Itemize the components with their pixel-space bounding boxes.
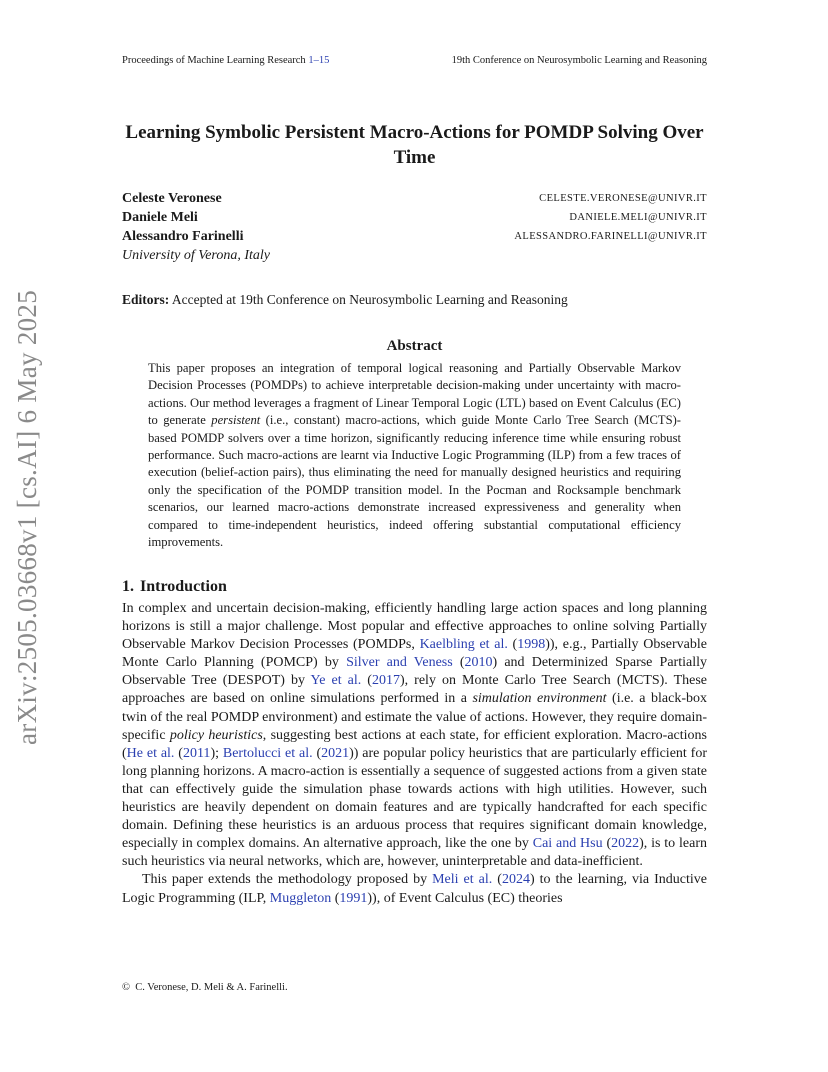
abstract-body: This paper proposes an integration of temporal logical reasoning and Partially Observable Markov Decision Processes (POMDPs) to achieve interpretable decision-making under uncertainty with macro-actions. Our method leverages a fragment of Linear Temporal Logic (LTL) based on Event Calculus (EC) to generate persistent (i.e., constant) macro-actions, which guide Monte Carlo Tree Search (MCTS)-based POMDP solvers over a time horizon, significantly reducing inference time while ensuring robust performance. Such macro-actions are learnt via Inductive Logic Programming (ILP) from a few traces of execution (belief-action pairs), thus eliminating the need for manually designed heuristics and requiring only the specification of the POMDP transition model. In the Pocman and Rocksample benchmark scenarios, our learned macro-actions demonstrate increased expressiveness and generality when compared to time-independent heuristics, indeed offering substantial computational efficiency improvements. bbox=[148, 361, 681, 550]
arxiv-identifier: arXiv:2505.03668v1 [cs.AI] 6 May 2025 bbox=[12, 289, 42, 745]
footer-authors: C. Veronese, D. Meli & A. Farinelli. bbox=[135, 982, 288, 993]
editors-text: Accepted at 19th Conference on Neurosymbolic Learning and Reasoning bbox=[171, 292, 568, 307]
page-range-link[interactable]: 1–15 bbox=[308, 55, 330, 66]
abstract-heading: Abstract bbox=[386, 338, 443, 354]
citation-link[interactable]: 1998 bbox=[517, 637, 546, 653]
running-head-right: 19th Conference on Neurosymbolic Learning and Reasoning bbox=[451, 55, 707, 66]
author-row bbox=[122, 227, 707, 246]
paper-title: Learning Symbolic Persistent Macro-Actions for POMDP Solving Over Time bbox=[125, 122, 704, 168]
author-row bbox=[122, 189, 707, 208]
citation-link[interactable]: 2022 bbox=[611, 836, 640, 852]
citation-link[interactable]: 2011 bbox=[182, 745, 211, 761]
footer bbox=[122, 982, 288, 993]
section-heading bbox=[122, 578, 227, 596]
editors-line bbox=[122, 292, 707, 308]
author-email[interactable]: CELESTE.VERONESE@UNIVR.IT bbox=[539, 193, 707, 204]
author-email[interactable]: ALESSANDRO.FARINELLI@UNIVR.IT bbox=[514, 231, 707, 242]
citation-link[interactable]: Silver and Veness bbox=[346, 655, 453, 671]
citation-link[interactable]: 2024 bbox=[501, 872, 530, 888]
editors-label: Editors: bbox=[122, 292, 170, 307]
citation-link[interactable]: He et al. bbox=[126, 745, 175, 761]
copyright-icon: © bbox=[122, 982, 130, 993]
author-row bbox=[122, 208, 707, 227]
running-head bbox=[122, 55, 707, 66]
citation-link[interactable]: 2021 bbox=[321, 745, 350, 761]
citation-link[interactable]: 2010 bbox=[464, 655, 493, 671]
affiliation: University of Verona, Italy bbox=[122, 248, 271, 263]
author-block bbox=[122, 189, 707, 265]
paragraph: In complex and uncertain decision-making, efficiently handling large action spaces and long planning horizons is still a major challenge. Most popular and effective approaches to online solving Partially Observable Markov Decision Processes (POMDPs, Kaelbling et al. (1998)), e.g., Partially Observable Monte Carlo Planning (POMCP) by Silver and Veness (2010) and Determinized Sparse Partially Observable Tree (DESPOT) by Ye et al. (2017), rely on Monte Carlo Tree Search (MCTS). These approaches are based on online simulations performed in a simulation environment (i.e. a black-box twin of the real POMDP environment) and estimate the value of actions. However, they require domain-specific policy heuristics, suggesting best actions at each state, for efficient exploration. Macro-actions (He et al. (2011); Bertolucci et al. (2021)) are popular policy heuristics that are particularly efficient for long planning horizons. A macro-action is essentially a sequence of suggested actions from a given state that can effectively guide the simulation phase towards actions with high utilities. However, such heuristics are heavily dependent on domain features and are typically handcrafted for each specific domain. Defining these heuristics is an arduous process that requires significant domain knowledge, especially in complex domains. An alternative approach, like the one by Cai and Hsu (2022), is to learn such heuristics via neural networks, which are, however, uninterpretable and data-inefficient. bbox=[122, 601, 708, 870]
body-text bbox=[122, 600, 707, 908]
citation-link[interactable]: Muggleton bbox=[269, 890, 332, 906]
citation-link[interactable]: Meli et al. bbox=[432, 872, 493, 888]
author-name: Celeste Veronese bbox=[122, 191, 222, 206]
section-title: Introduction bbox=[140, 578, 227, 595]
author-name: Daniele Meli bbox=[122, 210, 198, 225]
citation-link[interactable]: Ye et al. bbox=[310, 673, 362, 689]
author-email[interactable]: DANIELE.MELI@UNIVR.IT bbox=[569, 212, 707, 223]
abstract-emphasis: persistent bbox=[211, 413, 261, 428]
section-number: 1. bbox=[122, 578, 134, 595]
citation-link[interactable]: Kaelbling et al. bbox=[419, 637, 508, 653]
running-head-left: Proceedings of Machine Learning Research 1–15 bbox=[122, 55, 330, 66]
citation-link[interactable]: 1991 bbox=[339, 890, 368, 906]
author-name: Alessandro Farinelli bbox=[122, 229, 244, 244]
citation-link[interactable]: Bertolucci et al. bbox=[222, 745, 313, 761]
paragraph: This paper extends the methodology proposed by Meli et al. (2024) to the learning, via Inductive Logic Programming (ILP, Muggleton (1991)), of Event Calculus (EC) theories bbox=[122, 872, 707, 906]
citation-link[interactable]: 2017 bbox=[371, 673, 400, 689]
citation-link[interactable]: Cai and Hsu bbox=[532, 836, 603, 852]
